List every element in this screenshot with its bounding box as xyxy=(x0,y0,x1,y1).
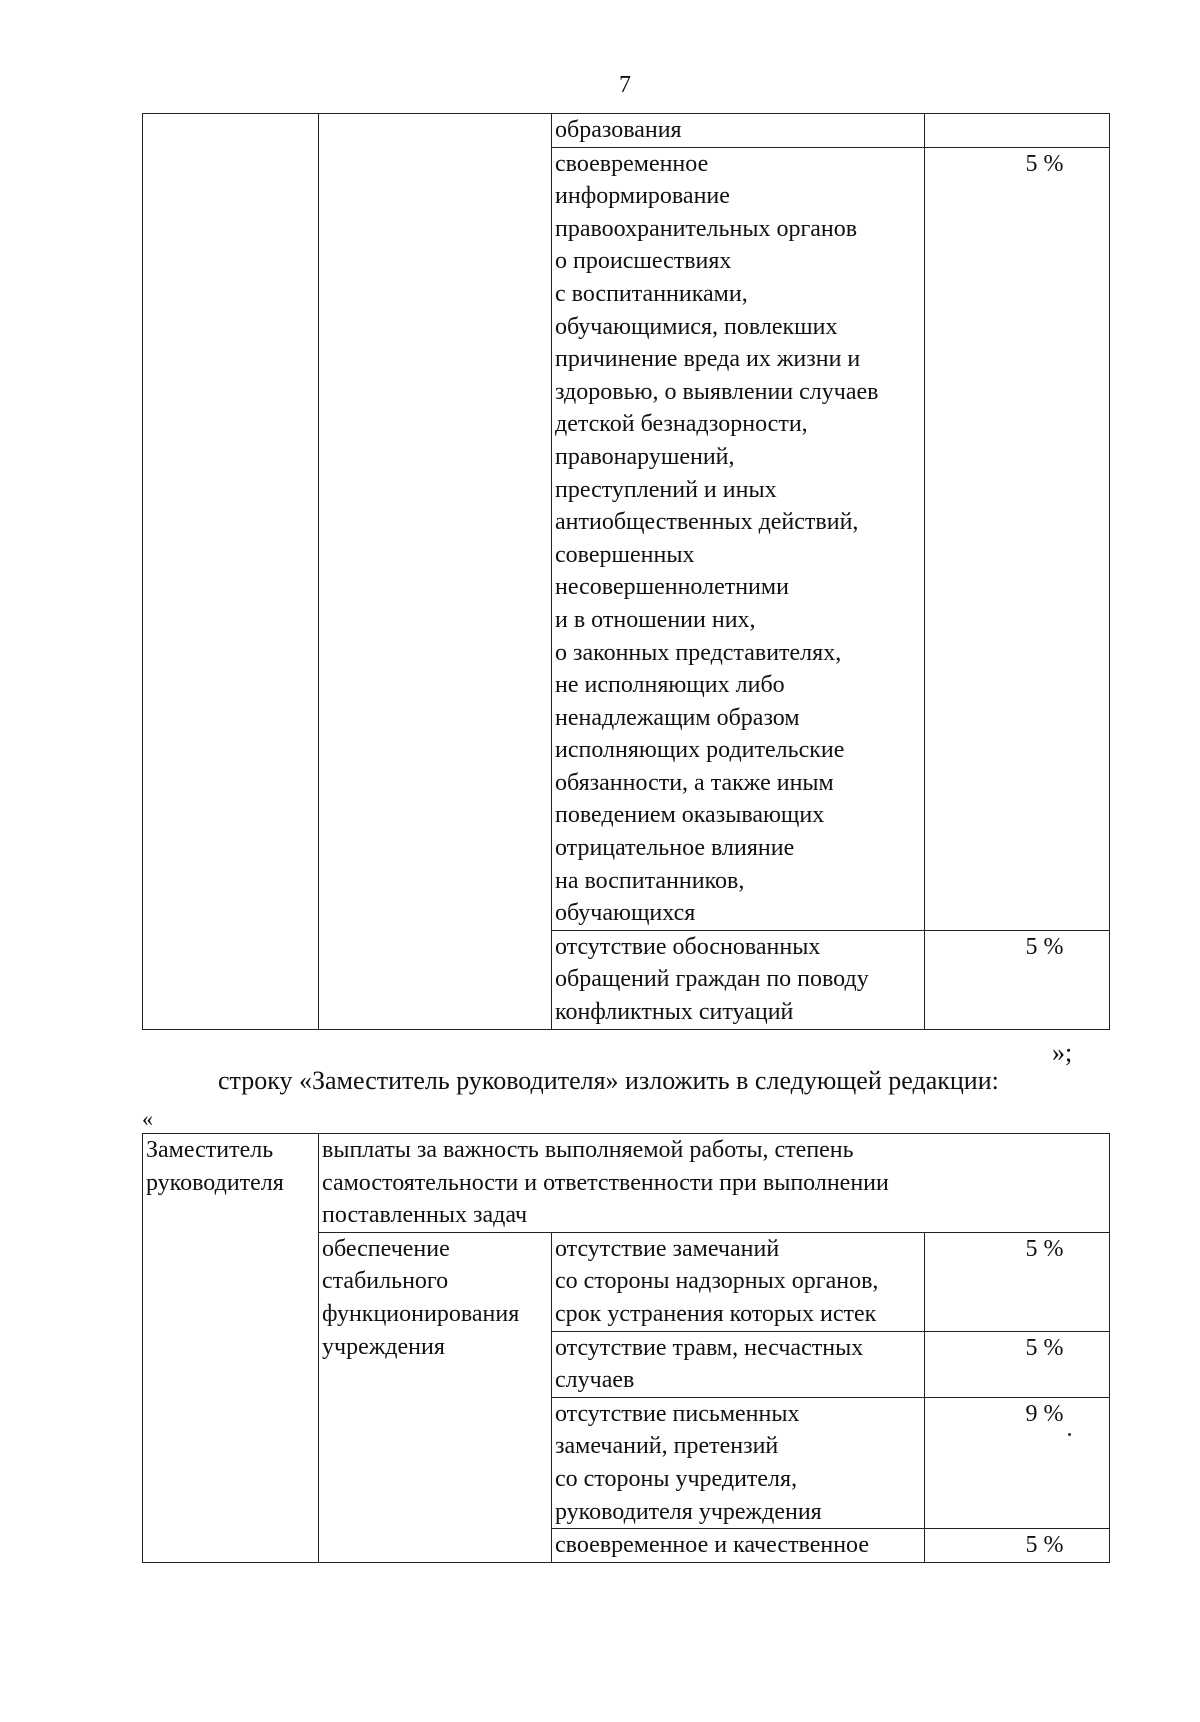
position-cell xyxy=(143,1134,319,1563)
criterion-line: совершенных xyxy=(555,541,695,568)
criterion-cell xyxy=(552,1397,925,1528)
criterion-line: о законных представителях, xyxy=(555,639,842,666)
instruction-text: строку «Заместитель руководителя» изложить в следующей редакции: xyxy=(218,1066,999,1095)
criterion-line: правоохранительных органов xyxy=(555,215,858,242)
criterion-line: отрицательное влияние xyxy=(555,835,795,862)
criterion-line: и в отношении них, xyxy=(555,606,756,633)
indicator-cell xyxy=(319,1232,552,1562)
percent-cell: 5 % xyxy=(925,930,1110,1029)
criterion-line: антиобщественных действий, xyxy=(555,509,859,536)
criterion-cell xyxy=(552,1529,925,1563)
scan-speck xyxy=(1068,1433,1071,1436)
criterion-line: с воспитанниками, xyxy=(555,280,748,307)
criterion-line: обучающихся xyxy=(555,900,696,927)
criterion-line: конфликтных ситуаций xyxy=(555,999,794,1026)
criterion-line: образования xyxy=(555,117,682,143)
criterion-line: отсутствие письменных xyxy=(555,1400,800,1427)
criterion-line: правонарушений, xyxy=(555,443,735,470)
criterion-line: своевременное и качественное xyxy=(555,1532,869,1559)
payment-type-line: выплаты за важность выполняемой работы, степень xyxy=(322,1137,854,1163)
criterion-line: не исполняющих либо xyxy=(555,672,785,699)
criterion-line: детской безнадзорности, xyxy=(555,411,808,438)
criterion-line: обращений граждан по поводу xyxy=(555,966,869,993)
position-line: руководителя xyxy=(146,1169,284,1196)
percent-cell: 9 % xyxy=(925,1397,1110,1528)
criterion-line: причинение вреда их жизни и xyxy=(555,346,861,373)
criteria-table-continued xyxy=(142,113,1110,1030)
criterion-line: здоровью, о выявлении случаев xyxy=(555,378,879,405)
criterion-line: срок устранения которых истек xyxy=(555,1300,877,1327)
criterion-cell xyxy=(552,1232,925,1331)
criterion-line: преступлений и иных xyxy=(555,476,777,503)
criterion-line: информирование xyxy=(555,183,730,210)
position-cell xyxy=(143,114,319,1030)
table-row xyxy=(143,1134,1110,1233)
criterion-line: со стороны надзорных органов, xyxy=(555,1268,879,1295)
indicator-line: обеспечение xyxy=(322,1235,450,1262)
table-row xyxy=(143,114,1110,148)
position-line: Заместитель xyxy=(146,1137,274,1163)
criterion-cell xyxy=(552,147,925,930)
percent-cell xyxy=(925,114,1110,148)
criterion-cell xyxy=(552,1331,925,1397)
indicator-line: учреждения xyxy=(322,1333,445,1360)
criterion-line: несовершеннолетними xyxy=(555,574,789,601)
criterion-line: поведением оказывающих xyxy=(555,802,825,829)
percent-cell: 5 % xyxy=(925,147,1110,930)
criterion-line: руководителя учреждения xyxy=(555,1498,822,1525)
indicator-cell xyxy=(319,114,552,1030)
criterion-line: со стороны учредителя, xyxy=(555,1465,798,1492)
criterion-line: отсутствие обоснованных xyxy=(555,933,821,960)
criterion-line: ненадлежащим образом xyxy=(555,704,800,731)
payment-type-line: поставленных задач xyxy=(322,1202,528,1229)
percent-cell: 5 % xyxy=(925,1331,1110,1397)
opening-quote: « xyxy=(142,1106,153,1131)
criterion-line: о происшествиях xyxy=(555,248,732,275)
criterion-cell xyxy=(552,930,925,1029)
indicator-line: стабильного xyxy=(322,1268,449,1295)
criterion-line: замечаний, претензий xyxy=(555,1433,779,1460)
payment-type-line: самостоятельности и ответственности при выполнении xyxy=(322,1169,889,1196)
deputy-head-table xyxy=(142,1133,1110,1563)
closing-quote: »; xyxy=(1052,1038,1073,1067)
page-number: 7 xyxy=(619,72,631,98)
payment-type-cell xyxy=(319,1134,1110,1233)
percent-cell: 5 % xyxy=(925,1529,1110,1563)
criterion-line: случаев xyxy=(555,1367,635,1394)
criterion-line: отсутствие замечаний xyxy=(555,1235,780,1262)
criterion-cell xyxy=(552,114,925,148)
criterion-line: обучающимися, повлекших xyxy=(555,313,838,340)
criterion-line: на воспитанников, xyxy=(555,867,745,894)
percent-cell: 5 % xyxy=(925,1232,1110,1331)
criterion-line: исполняющих родительские xyxy=(555,737,845,764)
criterion-line: обязанности, а также иным xyxy=(555,769,834,796)
criterion-line: своевременное xyxy=(555,150,709,177)
indicator-line: функционирования xyxy=(322,1300,520,1327)
criterion-line: отсутствие травм, несчастных xyxy=(555,1334,864,1361)
